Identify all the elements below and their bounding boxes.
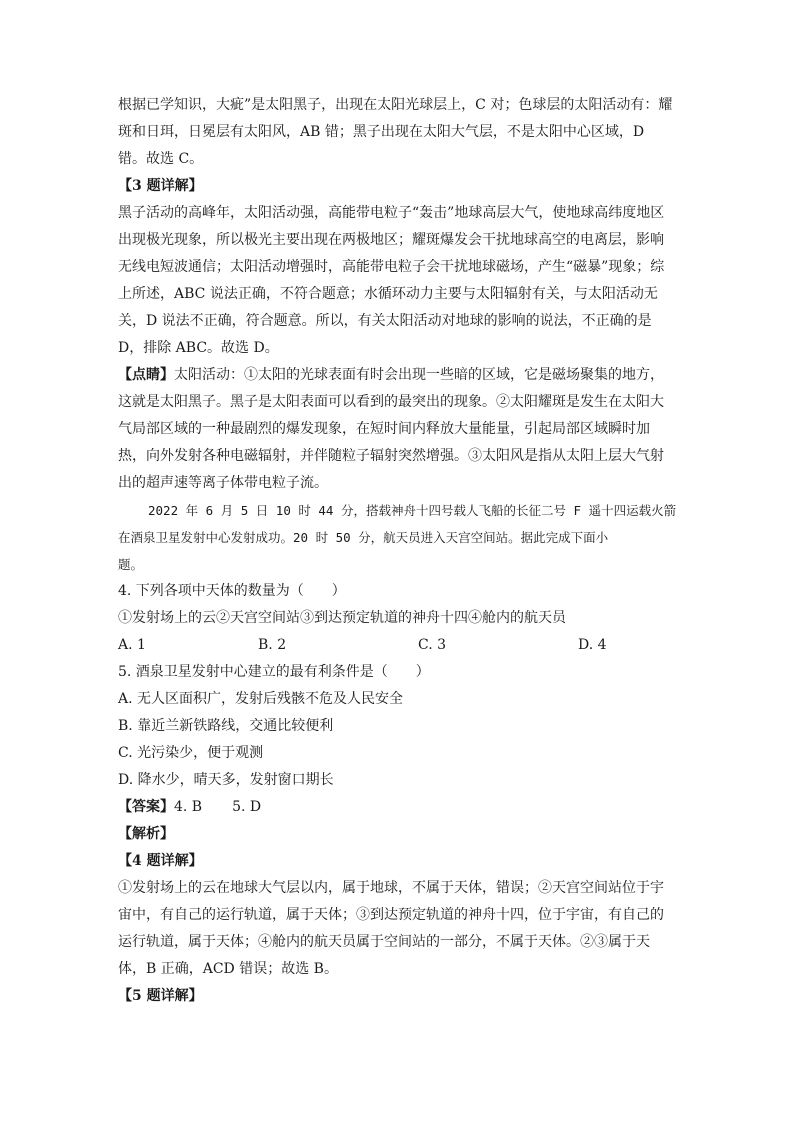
- choice-a: A. 无人区面积广，发射后残骸不危及人民安全: [118, 691, 404, 707]
- text-line: ①发射场上的云在地球大气层以内，属于地球，不属于天体，错误；②天宫空间站位于宇: [118, 880, 664, 896]
- text-line: 斑和日珥，日冕层有太阳风，AB 错；黑子出现在太阳大气层，不是太阳中心区域，D: [118, 124, 645, 140]
- answer-4: 4. B: [174, 799, 203, 815]
- question-5: [118, 659, 678, 794]
- section-heading: 【3 题详解】: [118, 178, 203, 194]
- section4-explanation: [118, 848, 678, 983]
- text-line: D，排除 ABC。故选 D。: [118, 340, 279, 356]
- choice-b: B. 2: [258, 637, 287, 653]
- question-choices: [118, 632, 638, 659]
- text-line: 关，D 说法不正确，符合题意。所以，有关太阳活动对地球的影响的说法，不正确的是: [118, 313, 652, 329]
- choice-d: D. 降水少，晴天多，发射窗口期长: [118, 772, 334, 788]
- passage-line: 在酒泉卫星发射中心发射成功。20 时 50 分，航天员进入天宫空间站。据此完成下面小: [118, 530, 609, 545]
- answer-5: 5. D: [232, 799, 262, 815]
- section2-conclusion: [118, 92, 678, 173]
- passage-line: 2022 年 6 月 5 日 10 时 44 分，搭载神舟十四号载人飞船的长征二号 F 遥十四运载火箭: [148, 503, 677, 518]
- text-line: 错。故选 C。: [118, 151, 204, 167]
- text-line: 气局部区域的一种最剧烈的爆发现象，在短时间内释放大量能量，引起局部区域瞬时加: [118, 421, 650, 437]
- text-line: 宙中，有自己的运行轨道，属于天体；③到达预定轨道的神舟十四，位于宇宙，有自己的: [118, 907, 664, 923]
- note-text: 太阳活动：①太阳的光球表面有时会出现一些暗的区域，它是磁场聚集的地方，: [174, 367, 664, 383]
- analysis-heading: 【解析】: [118, 826, 174, 842]
- note-heading: 【点睛】: [118, 367, 174, 383]
- text-line: [118, 362, 678, 389]
- text-line: 热，向外发射各种电磁辐射，并伴随粒子辐射突然增强。③太阳风是指从太阳上层大气射: [118, 448, 664, 464]
- choice-d: D. 4: [578, 637, 607, 653]
- answer-label: 【答案】: [118, 799, 174, 815]
- question-items: ①发射场上的云②天宫空间站③到达预定轨道的神舟十四④舱内的航天员: [118, 610, 566, 626]
- section5-explanation: [118, 983, 678, 1010]
- reading-passage: [118, 497, 678, 578]
- choice-c: C. 3: [418, 637, 447, 653]
- question-stem: 5. 酒泉卫星发射中心建立的最有利条件是（ ）: [118, 664, 430, 680]
- choice-c: C. 光污染少，便于观测: [118, 745, 264, 761]
- answer-block: [118, 794, 678, 848]
- section3-explanation: [118, 173, 678, 362]
- text-line: 这就是太阳黑子。黑子是太阳表面可以看到的最突出的现象。②太阳耀斑是发生在太阳大: [118, 394, 664, 410]
- text-line: 运行轨道，属于天体；④舱内的航天员属于空间站的一部分，不属于天体。②③属于天: [118, 934, 650, 950]
- text-line: 出现极光现象，所以极光主要出现在两极地区；耀斑爆发会干扰地球高空的电离层，影响: [118, 232, 664, 248]
- text-line: 黑子活动的高峰年，太阳活动强，高能带电粒子“轰击”地球高层大气，使地球高纬度地区: [118, 205, 665, 221]
- dianjing-note: [118, 362, 678, 497]
- text-line: 无线电短波通信；太阳活动增强时，高能带电粒子会干扰地球磁场，产生“磁暴”现象；综: [118, 259, 665, 275]
- section-heading: 【4 题详解】: [118, 853, 203, 869]
- choice-b: B. 靠近兰新铁路线，交通比较便利: [118, 718, 334, 734]
- question-stem: 4. 下列各项中天体的数量为（ ）: [118, 583, 346, 599]
- text-line: 根据已学知识，大疵”是太阳黑子，出现在太阳光球层上，C 对；色球层的太阳活动有：耀: [118, 97, 673, 113]
- text-line: 上所述，ABC 说法正确，不符合题意；水循环动力主要与太阳辐射有关，与太阳活动无: [118, 286, 658, 302]
- section-heading: 【5 题详解】: [118, 988, 203, 1004]
- choice-a: A. 1: [118, 637, 146, 653]
- text-line: 出的超声速等离子体带电粒子流。: [118, 475, 328, 491]
- question-4: [118, 578, 678, 659]
- passage-line: 题。: [118, 557, 144, 572]
- document-content: [118, 92, 678, 1010]
- answer-line: [118, 794, 678, 821]
- text-line: 体，B 正确，ACD 错误；故选 B。: [118, 961, 338, 977]
